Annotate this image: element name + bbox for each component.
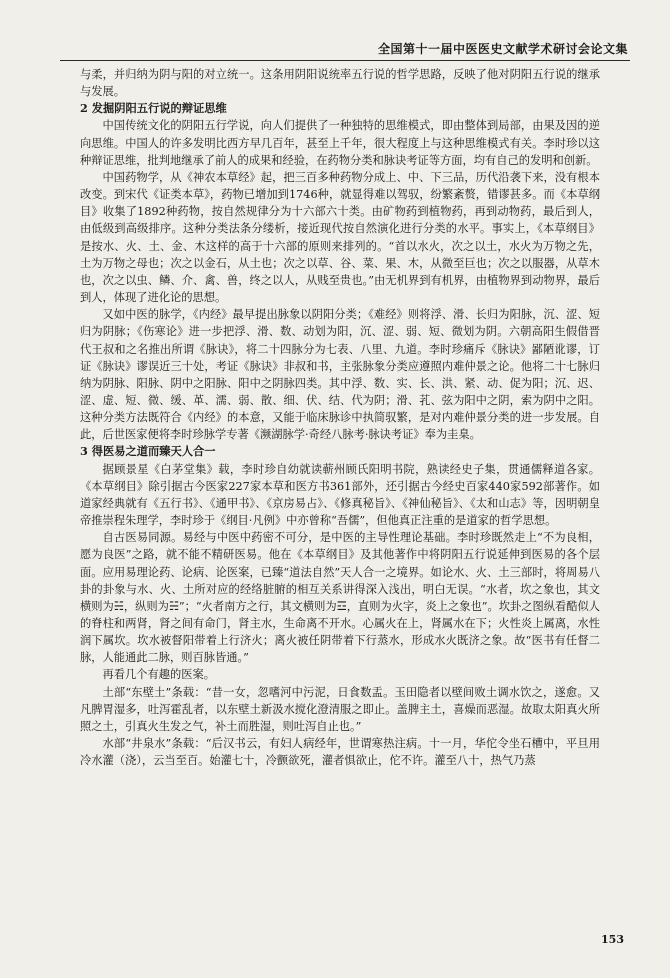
body-text [80, 66, 600, 769]
section-heading: 2 发掘阴阳五行说的辩证思维 [80, 101, 227, 116]
paragraph: 土部“东壁土”条载：“昔一女，忽嗜河中污泥，日食数盂。玉田隐者以壁间败土调水饮之，遂愈。又凡脾胃湿多，吐泻霍乱者，以东壁土新汲水搅化澄清服之即止。盖脾主土，喜燥而恶湿。故取太阳真火所照之土，引真火生发之气，补土而胜湿，则吐泻自止也。” [80, 685, 600, 733]
paragraph: 又如中医的脉学，《内经》最早提出脉象以阴阳分类；《难经》则将浮、滑、长归为阳脉，沉、涩、短归为阴脉；《伤寒论》进一步把浮、滑、数、动划为阳，沉、涩、弱、短、微划为阴。六朝高阳生假借晋代王叔和之名推出所谓《脉诀》，将二十四脉分为七表、八里、九道。李时珍痛斥《脉诀》鄙陋讹谬，订证《脉诀》谬误近三十处，考证《脉诀》非叔和书，主张脉象分类应遵照内难仲景之论。他将二十七脉归纳为阴脉、阳脉、阴中之阳脉、阳中之阴脉四类。其中浮、数、实、长、洪、紧、动、促为阳；沉、迟、涩、虚、短、微、缓、革、濡、弱、散、细、伏、结、代为阴；滑、芤、弦为阳中之阴，索为阴中之阳。这种分类方法既符合《内经》的本意，又能于临床脉诊中执简驭繁，是对内难仲景分类的进一步发展。自此，后世医家便将李时珍脉学专著《濒湖脉学·奇经八脉考·脉诀考证》奉为圭臬。 [80, 308, 600, 442]
page-number: 153 [601, 933, 624, 946]
running-header [0, 0, 670, 64]
paragraph: 据顾景星《白茅堂集》载，李时珍自幼就读蕲州顾氏阳明书院，熟读经史子集，贯通儒释道各家。《本草纲目》除引据古今医家227家本草和医方书361部外，还引据古今经史百家440家592部著作。如道家经典就有《五行书》、《通甲书》、《京房易占》、《修真秘旨》、《神仙秘旨》、《太和山志》等，因明朝皇帝推崇程朱理学，李时珍于《纲目·凡例》中亦曾称“吾儒”，但他真正注重的是道家的哲学思想。 [80, 462, 600, 528]
paragraph: 中国药物学，从《神农本草经》起，把三百多种药物分成上、中、下三品，历代沿袭下来，没有根本改变。到宋代《证类本草》，药物已增加到1746种，就显得难以驾驭，纷繁紊赘，错谬甚多。而《本草纲目》收集了1892种药物，按自然规律分为十六部六十类。由矿物药到植物药，再到动物药，最后到人，由低级到高级排序。这种分类法条分缕析，接近现代按自然演化进行分类的水平。事实上，《本草纲目》是按水、火、土、金、木这样的高于十六部的原则来排列的。“首以水火，次之以土，水火为万物之先，土为万物之母也；次之以金石，从土也；次之以草、谷、菜、果、木，从微至巨也；次之以服器，从草木也，次之以虫、鳞、介、禽、兽，终之以人，从贱至贵也。”由无机界到有机界，由植物界到动物界，最后到人，体现了进化论的思想。 [80, 170, 600, 305]
paragraph: 水部“井泉水”条载：“后汉书云，有妇人病经年，世谓寒热注病。十一月，华佗令坐石槽中，平旦用冷水灌（浇），云当至百。始灌七十，冷颤欲死，灌者惧欲止，佗不许。灌至八十，热气乃蒸 [80, 737, 600, 768]
running-header-title: 全国第十一届中医医史文献学术研讨会论文集 [377, 42, 628, 56]
header-rule [60, 60, 630, 61]
paragraph: 再看几个有趣的医案。 [102, 668, 216, 682]
section-heading: 3 得医易之道而臻天人合一 [80, 444, 216, 459]
paragraph: 自古医易同源。易经与中医中药密不可分，是中医的主导性理论基础。李时珍既然走上“不为良相，愿为良医”之路，就不能不精研医易。他在《本草纲目》及其他著作中将阴阳五行说延伸到医易的各个层面。应用易理论药、论病、论医案，已臻“道法自然”天人合一之境界。如论水、火、土三部时，将周易八卦的卦象与水、火、土所对应的经络脏腑的相互关系讲得深入浅出，明白无误。“水者，坎之象也，其文横则为☵，纵则为☵”；“火者南方之行，其文横则为☲，直则为火字，炎上之象也”。坎卦之图纵看酷似人的脊柱和两肾，肾之间有命门，肾主水，生命离不开水。心属火在上，肾属水在下；火性炎上属离，水性润下属坎。坎水被督阳带着上行济火；离火被任阴带着下行蒸水，形成水火既济之象。故“医书有任督二脉，人能通此二脉，则百脉皆通。” [80, 531, 601, 665]
paragraph: 与柔，并归纳为阴与阳的对立统一。这条用阴阳说统率五行说的哲学思路，反映了他对阴阳五行说的继承与发展。 [80, 68, 600, 99]
paragraph: 中国传统文化的阴阳五行学说，向人们提供了一种独特的思维模式，即由整体到局部，由果及因的逆向思维。中国人的许多发明比西方早几百年，甚至上千年，很大程度上与这种思维模式有关。李时珍以这种辩证思维，批判地继承了前人的成果和经验，在药物分类和脉诀考证等方面，均有自己的发明和创新。 [80, 119, 600, 167]
